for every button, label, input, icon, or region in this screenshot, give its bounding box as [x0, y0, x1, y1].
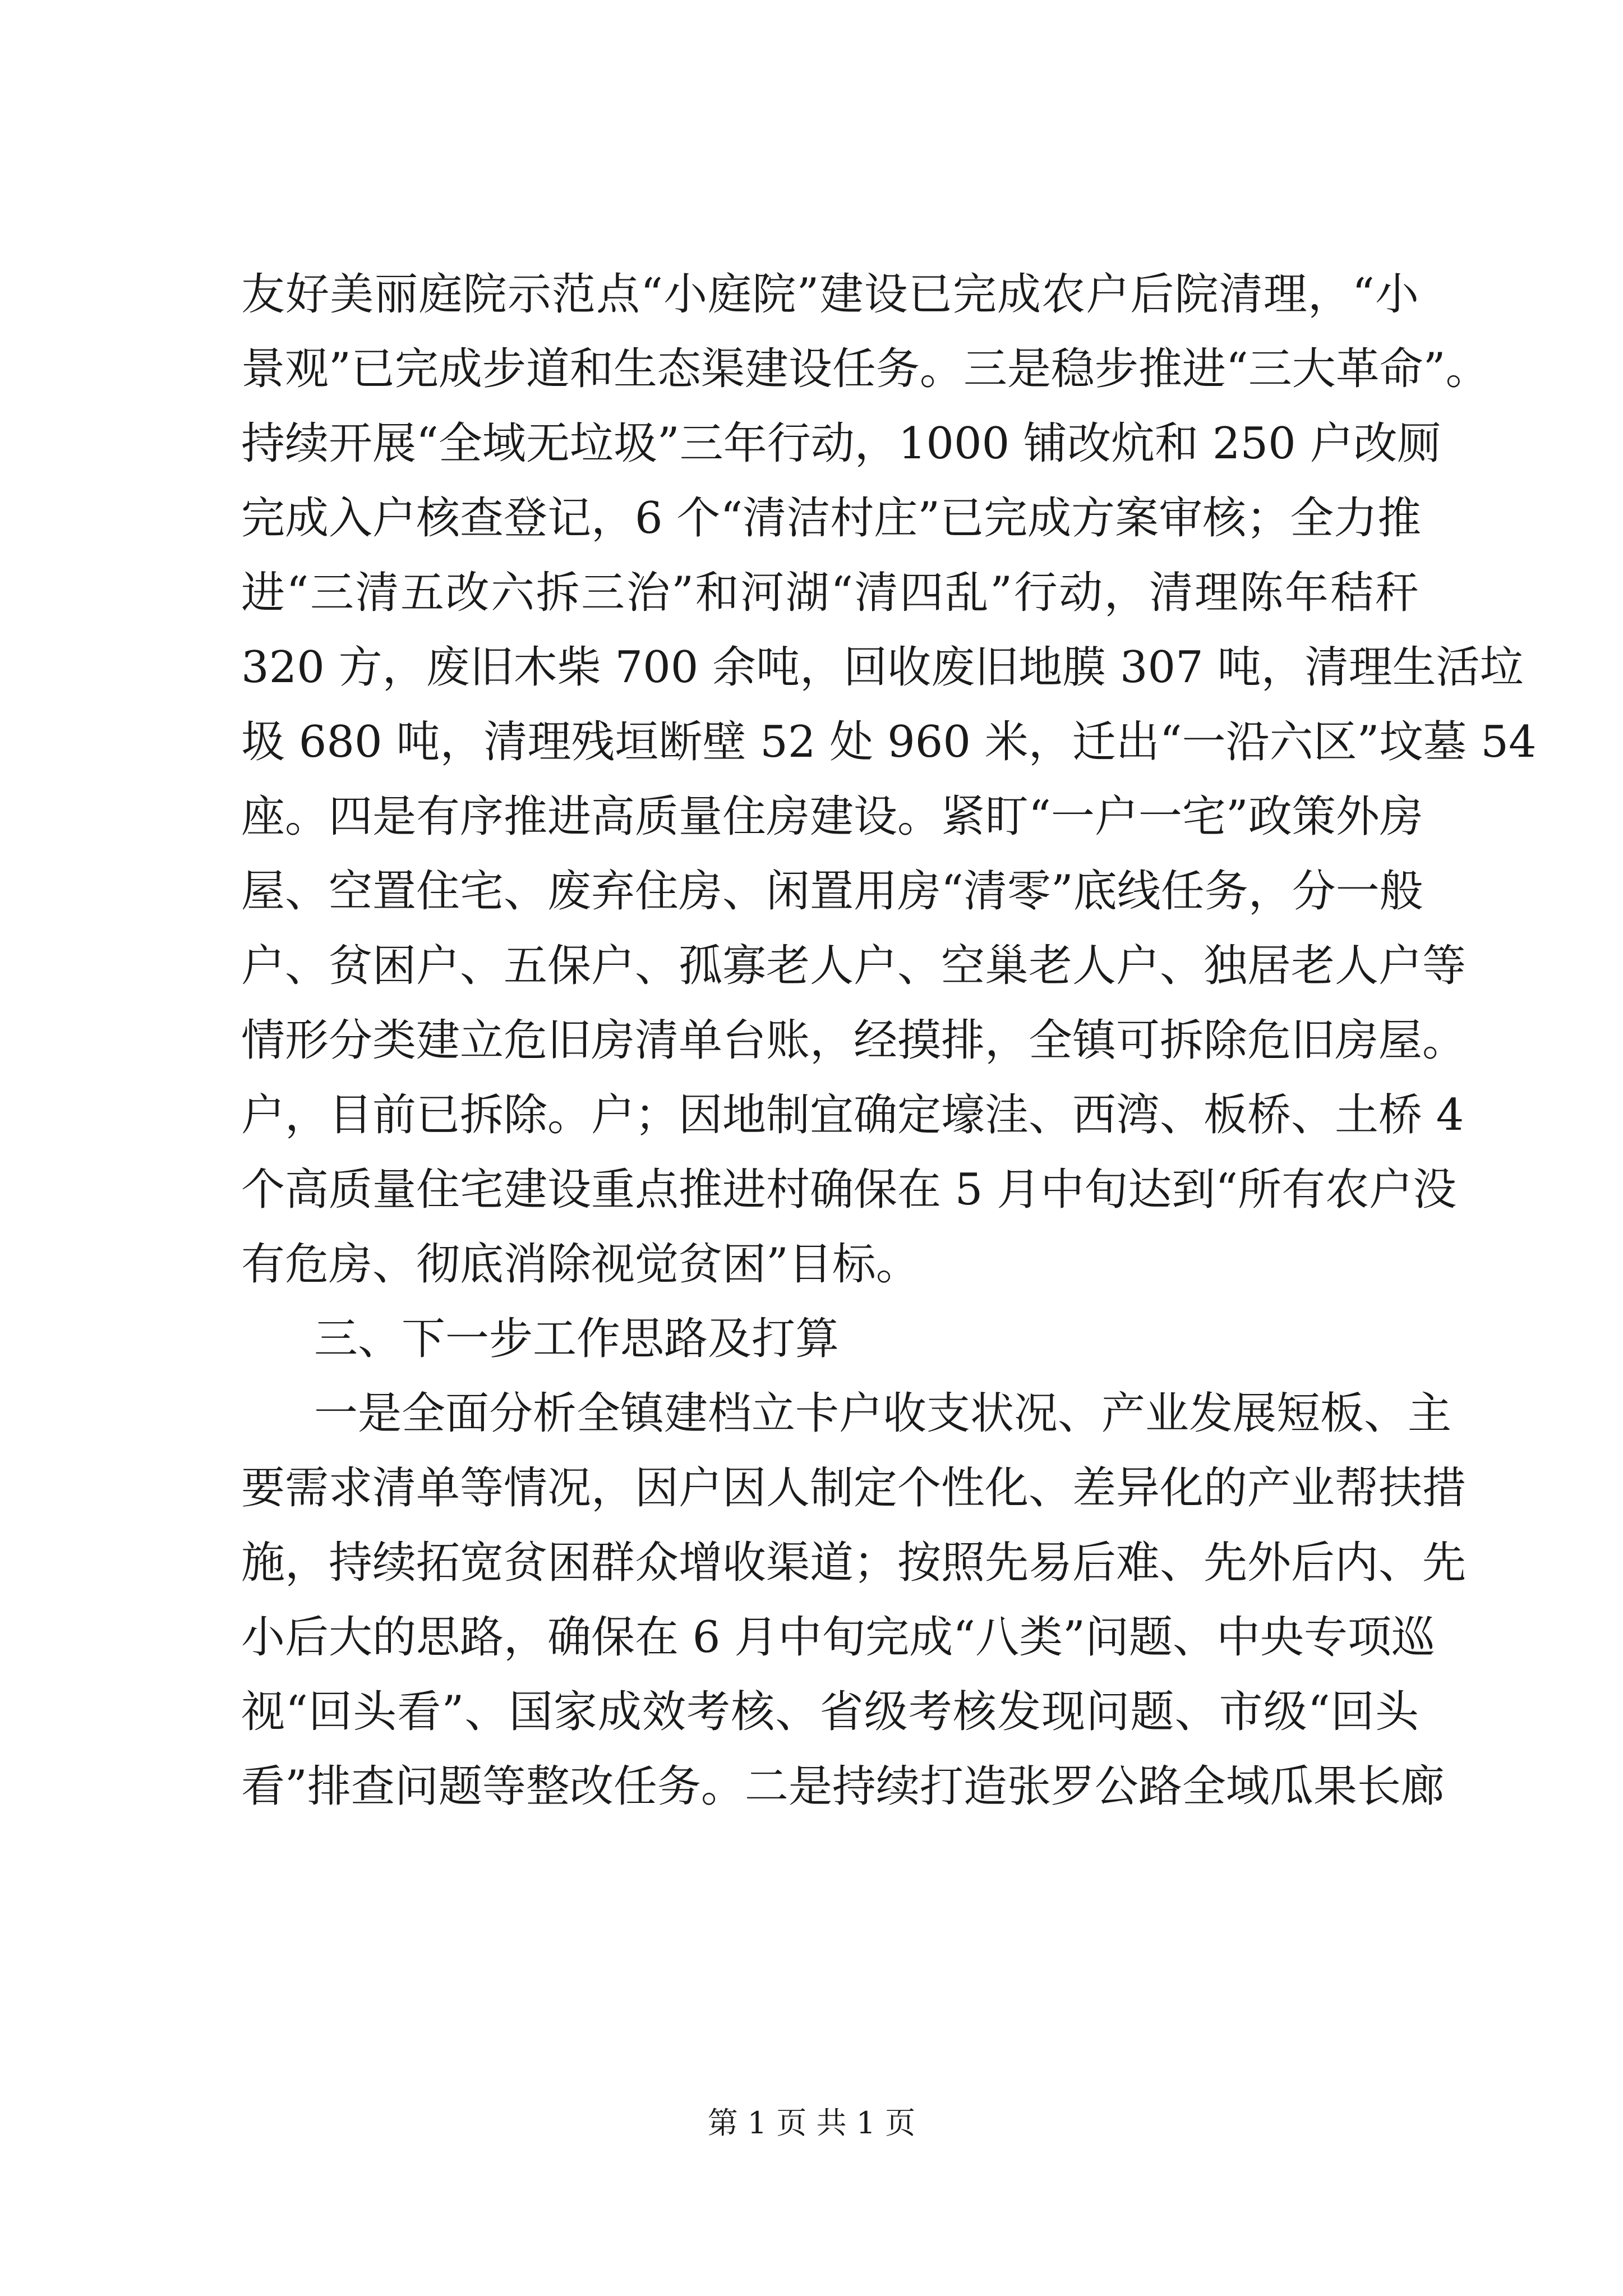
text-line: 一是全面分析全镇建档立卡户收支状况、产业发展短板、主 — [314, 1388, 1452, 1439]
text-line: 屋、空置住宅、废弃住房、闲置用房“清零”底线任务，分一般 — [241, 866, 1423, 917]
page-footer: 第 1 页 共 1 页 — [707, 2105, 916, 2141]
text-line: 持续开展“全域无垃圾”三年行动，1000 铺改炕和 250 户改厕 — [241, 418, 1441, 469]
text-line: 施，持续拓宽贫困群众增收渠道；按照先易后难、先外后内、先 — [241, 1538, 1467, 1588]
text-line: 要需求清单等情况，因户因人制定个性化、差异化的产业帮扶措 — [241, 1463, 1467, 1513]
text-line: 进“三清五改六拆三治”和河湖“清四乱”行动，清理陈年秸秆 — [241, 568, 1419, 618]
text-line: 友好美丽庭院示范点“小庭院”建设已完成农户后院清理，“小 — [241, 269, 1419, 320]
text-line: 个高质量住宅建设重点推进村确保在 5 月中旬达到“所有农户没 — [241, 1165, 1457, 1215]
text-line: 小后大的思路，确保在 6 月中旬完成“八类”问题、中央专项巡 — [241, 1612, 1435, 1663]
text-line: 座。四是有序推进高质量住房建设。紧盯“一户一宅”政策外房 — [241, 792, 1423, 842]
text-line: 看”排查问题等整改任务。二是持续打造张罗公路全域瓜果长廊 — [241, 1761, 1445, 1812]
text-line: 情形分类建立危旧房清单台账，经摸排，全镇可拆除危旧房屋。 — [241, 1015, 1467, 1066]
text-line: 完成入户核查登记，6 个“清洁村庄”已完成方案审核；全力推 — [241, 493, 1422, 544]
text-line: 三、下一步工作思路及打算 — [314, 1314, 840, 1364]
text-line: 户，目前已拆除。户；因地制宜确定壕洼、西湾、板桥、土桥 4 — [241, 1090, 1464, 1140]
text-line: 户、贫困户、五保户、孤寡老人户、空巢老人户、独居老人户等 — [241, 941, 1467, 991]
text-line: 有危房、彻底消除视觉贫困”目标。 — [241, 1239, 920, 1290]
text-line: 视“回头看”、国家成效考核、省级考核发现问题、市级“回头 — [241, 1687, 1419, 1737]
text-line: 景观”已完成步道和生态渠建设任务。三是稳步推进“三大革命”。 — [241, 344, 1490, 394]
text-line: 320 方，废旧木柴 700 余吨，回收废旧地膜 307 吨，清理生活垃 — [241, 642, 1524, 693]
text-line: 圾 680 吨，清理残垣断壁 52 处 960 米，迁出“一沿六区”坟墓 54 — [241, 717, 1537, 767]
